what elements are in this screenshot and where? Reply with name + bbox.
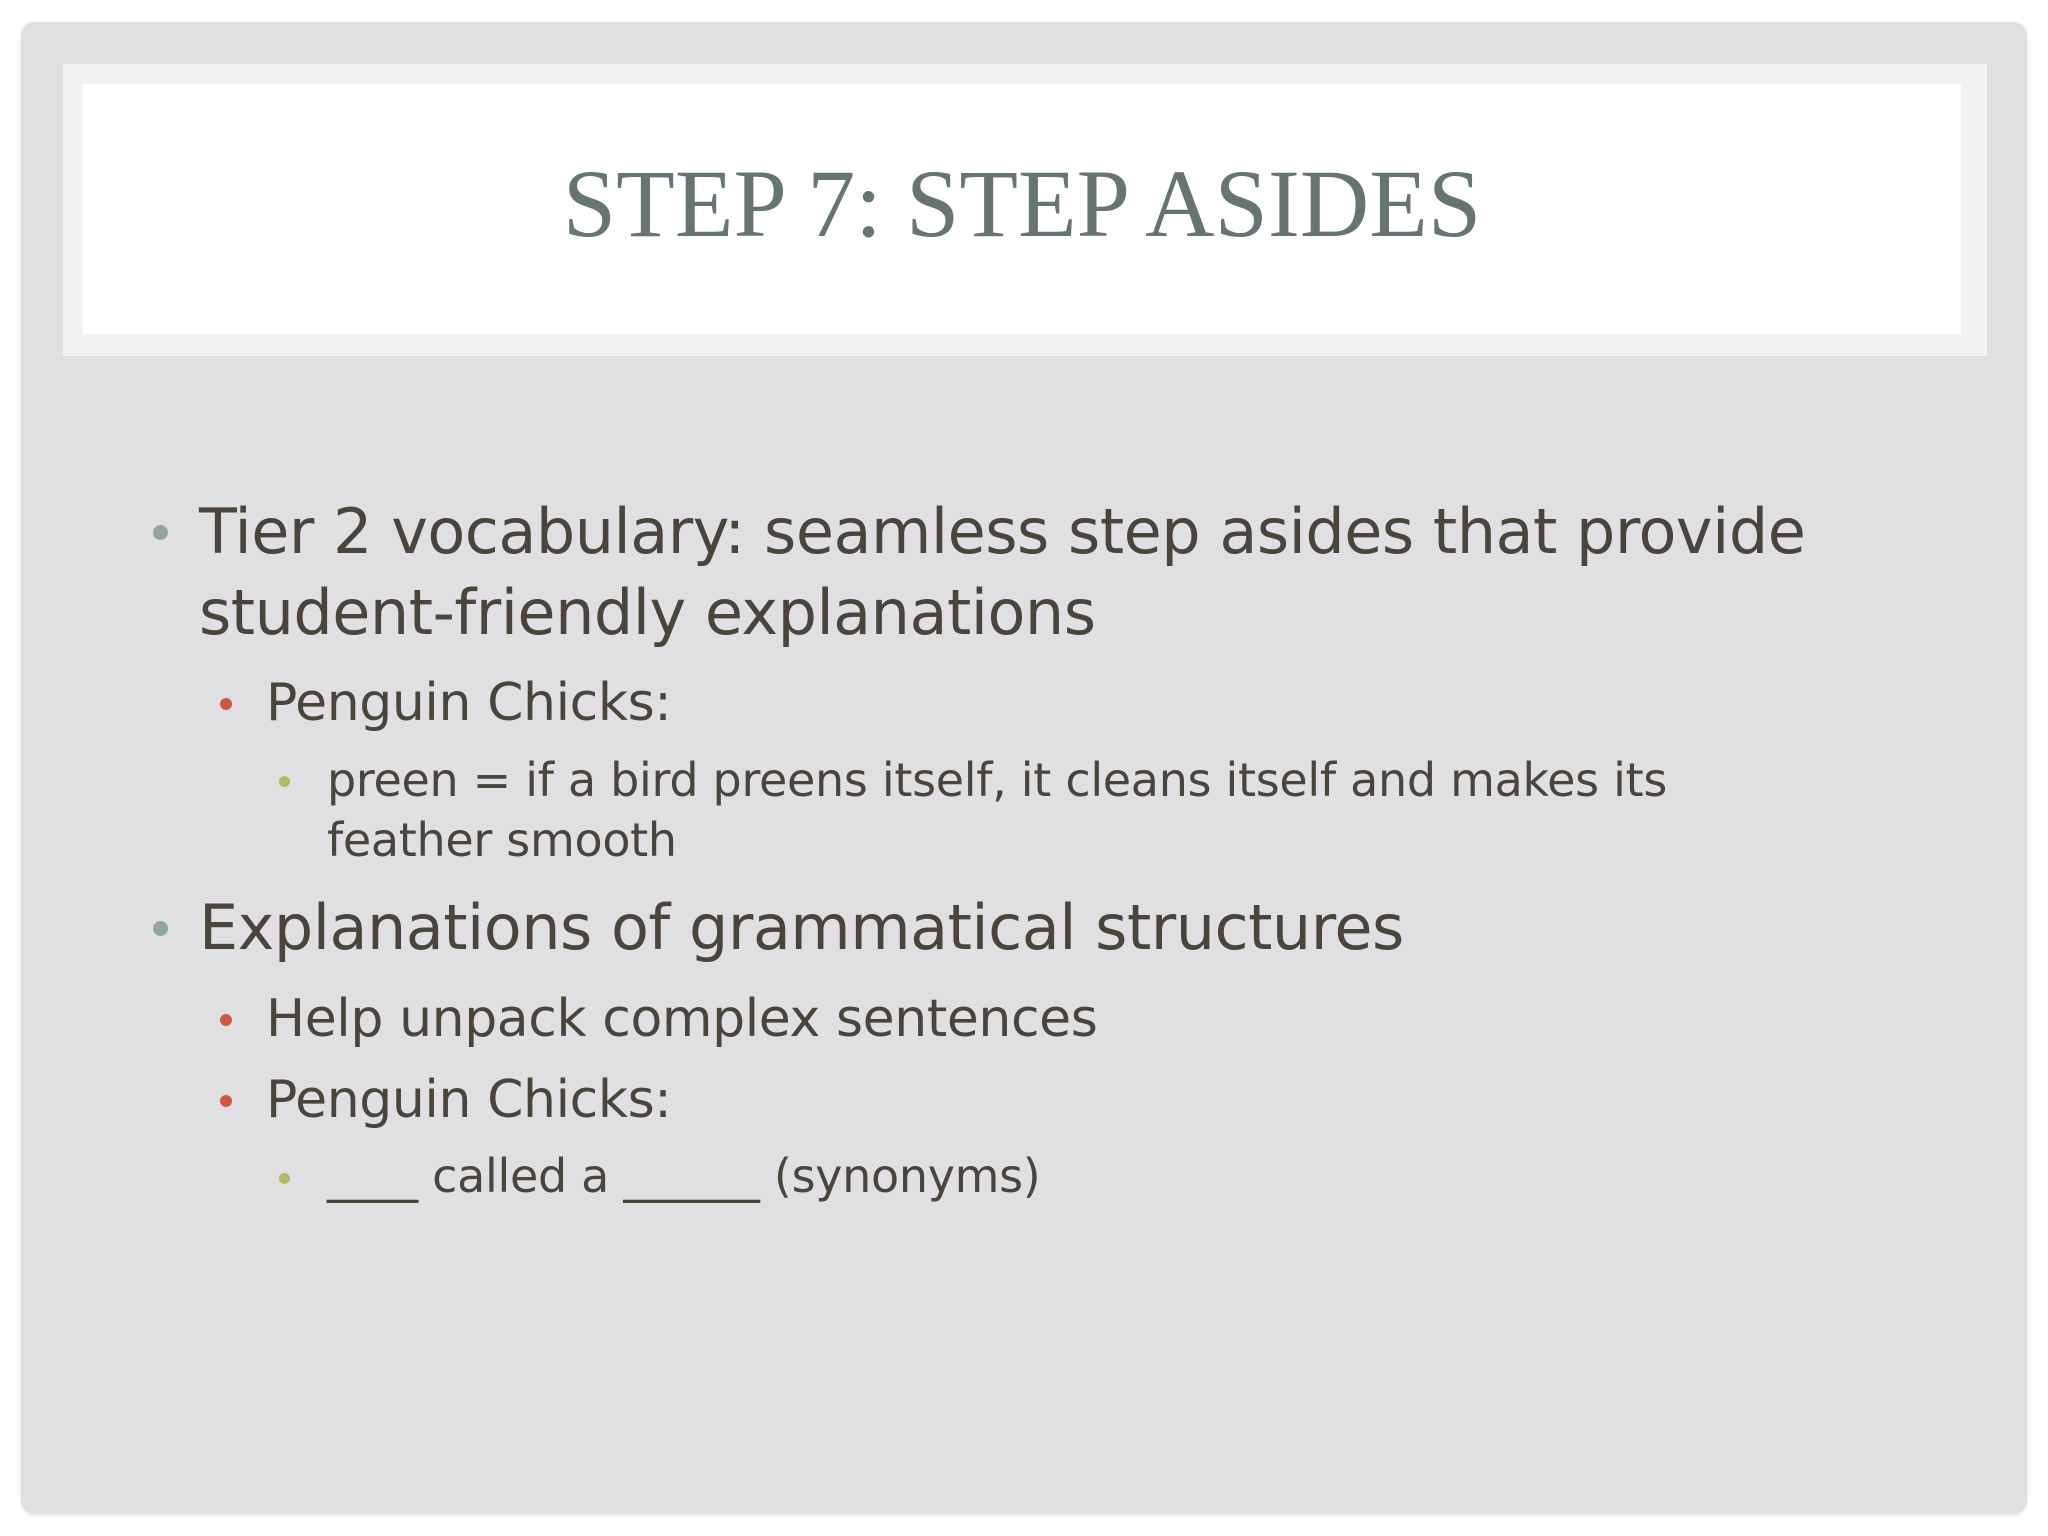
subsubbullet-preen-line2: feather smooth <box>327 813 677 867</box>
bullet-dot-level2 <box>220 698 232 710</box>
bullet-dot-level1 <box>153 525 168 540</box>
slide-title: STEP 7: STEP ASIDES <box>562 149 1482 257</box>
slide-content <box>21 22 2027 1514</box>
slide <box>21 22 2027 1514</box>
subbullet-penguin-chicks-2: Penguin Chicks: <box>266 1070 672 1130</box>
subbullet-unpack-sentences: Help unpack complex sentences <box>266 989 1098 1049</box>
subsubbullet-synonyms: ____ called a ______ (synonyms) <box>327 1149 1041 1203</box>
bullet-dot-level3 <box>279 1173 290 1184</box>
bullet-dot-level1 <box>153 921 168 936</box>
bullet-dot-level2 <box>220 1014 232 1026</box>
bullet-tier2-vocabulary-line1: Tier 2 vocabulary: seamless step asides that provide <box>199 495 1806 568</box>
subbullet-penguin-chicks-1: Penguin Chicks: <box>266 673 672 733</box>
bullet-grammatical-structures: Explanations of grammatical structures <box>199 891 1404 964</box>
bullet-tier2-vocabulary-line2: student-friendly explanations <box>199 576 1096 649</box>
subsubbullet-preen-line1: preen = if a bird preens itself, it cleans itself and makes its <box>327 753 1668 807</box>
bullet-dot-level3 <box>279 776 290 787</box>
bullet-dot-level2 <box>220 1095 232 1107</box>
